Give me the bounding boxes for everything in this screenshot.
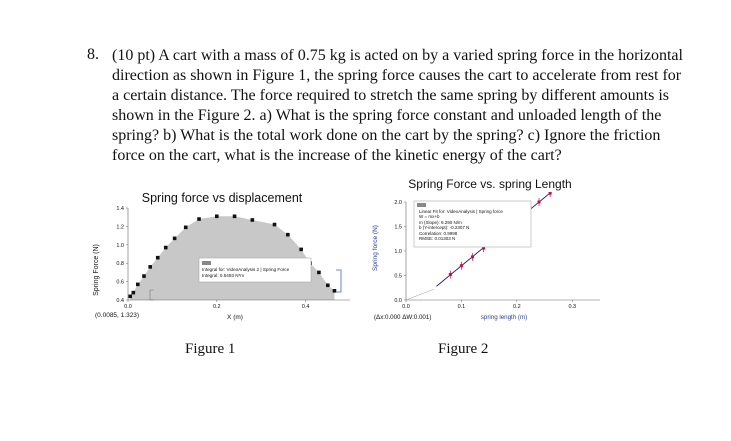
extrapolation-line (406, 289, 434, 300)
question-line: direction as shown in Figure 1, the spring force causes the cart to accelerate from rest for (112, 67, 682, 84)
data-point (184, 226, 188, 230)
cursor-readout: (0.0085, 1.323) (95, 312, 140, 319)
question-line: force on the cart, what is the increase of the kinetic energy of the cart? (112, 147, 562, 164)
chart-title: Spring Force vs. spring Length (408, 177, 572, 191)
x-tick-label: 0.1 (457, 304, 466, 310)
integral-label: Integral for: VideoAnalysis 2 | Spring Force (202, 267, 290, 272)
y-tick-label: 1.5 (394, 224, 402, 231)
x-axis-label: X (m) (227, 314, 243, 321)
figure-2-caption: Figure 2 (438, 341, 489, 357)
data-point (136, 283, 140, 287)
y-axis-label: Spring Force (N) (93, 244, 100, 296)
fit-line-text: Linear Fit for: VideoAnalysis | Spring force (419, 209, 503, 214)
figure-2-chart (368, 176, 604, 322)
data-point (164, 246, 168, 250)
x-tick-label: 0.4 (301, 304, 310, 310)
delta-readout: (Δx:0.000 ΔW:0.001) (374, 314, 432, 321)
data-point (333, 289, 337, 293)
question-line: a certain distance. The force required to stretch the same spring by different amounts is (112, 87, 669, 104)
data-point (173, 237, 177, 241)
question-number: 8. (87, 46, 99, 63)
y-tick-label: 1.0 (116, 242, 124, 249)
y-tick-label: 0.0 (394, 298, 402, 304)
data-point (538, 201, 541, 204)
data-point (251, 218, 255, 222)
x-tick-label: 0.2 (212, 304, 221, 310)
chart-title: Spring force vs displacement (141, 191, 303, 205)
x-tick-label: 0.3 (568, 304, 577, 310)
data-point (326, 283, 330, 287)
y-axis-label: Spring force (N) (372, 225, 379, 271)
data-point (449, 273, 452, 276)
data-point (142, 274, 146, 278)
data-point (317, 271, 321, 275)
fit-line-text: W = mx+b (419, 214, 440, 219)
data-point (197, 217, 201, 221)
fit-line-text: b (Y-intercept): -0.2307 N (419, 225, 470, 230)
data-point (299, 248, 303, 252)
data-point (471, 255, 474, 258)
data-point (128, 295, 132, 299)
integral-value: Integral: 0.5493 N*m (202, 273, 245, 278)
y-tick-label: 2.0 (394, 200, 402, 206)
y-tick-label: 1.4 (116, 206, 124, 212)
data-point (549, 192, 552, 195)
y-tick-label: 0.4 (116, 298, 124, 304)
question-line: (10 pt) A cart with a mass of 0.75 kg is acted on by a varied spring force in the horizontal (112, 47, 683, 64)
question-line: spring? b) What is the total work done on the cart by the spring? c) Ignore the friction (112, 127, 661, 144)
fit-line-text: Correlation: 0.9998 (419, 231, 458, 236)
data-point (273, 223, 277, 227)
figure-1-caption: Figure 1 (185, 341, 236, 357)
figure-1-chart (88, 188, 358, 328)
x-tick-label: 0.0 (124, 304, 132, 310)
fit-line-text: RMSE: 0.01303 N (419, 236, 456, 241)
x-tick-label: 0.2 (513, 304, 521, 310)
question-line: shown in the Figure 2. a) What is the spring force constant and unloaded length of the (112, 107, 662, 124)
x-tick-label: 0.0 (402, 304, 410, 310)
integral-end-bracket[interactable] (336, 270, 341, 292)
data-point (286, 233, 290, 237)
data-point (148, 265, 152, 269)
data-point (156, 256, 160, 260)
fit-info-box (414, 201, 531, 247)
y-tick-label: 0.6 (116, 279, 124, 286)
integral-box (199, 258, 311, 282)
y-tick-label: 1.0 (394, 249, 402, 255)
data-point (460, 264, 463, 267)
question-text (112, 46, 702, 166)
y-tick-label: 0.8 (116, 261, 124, 268)
data-point (132, 291, 136, 295)
x-axis-label: spring length (m) (480, 314, 528, 321)
y-tick-label: 0.5 (394, 273, 402, 280)
y-tick-label: 1.2 (116, 224, 124, 231)
fit-line-text: m (Slope): 9.290 N/m (419, 220, 462, 225)
data-point (233, 214, 237, 218)
data-point (215, 214, 219, 218)
